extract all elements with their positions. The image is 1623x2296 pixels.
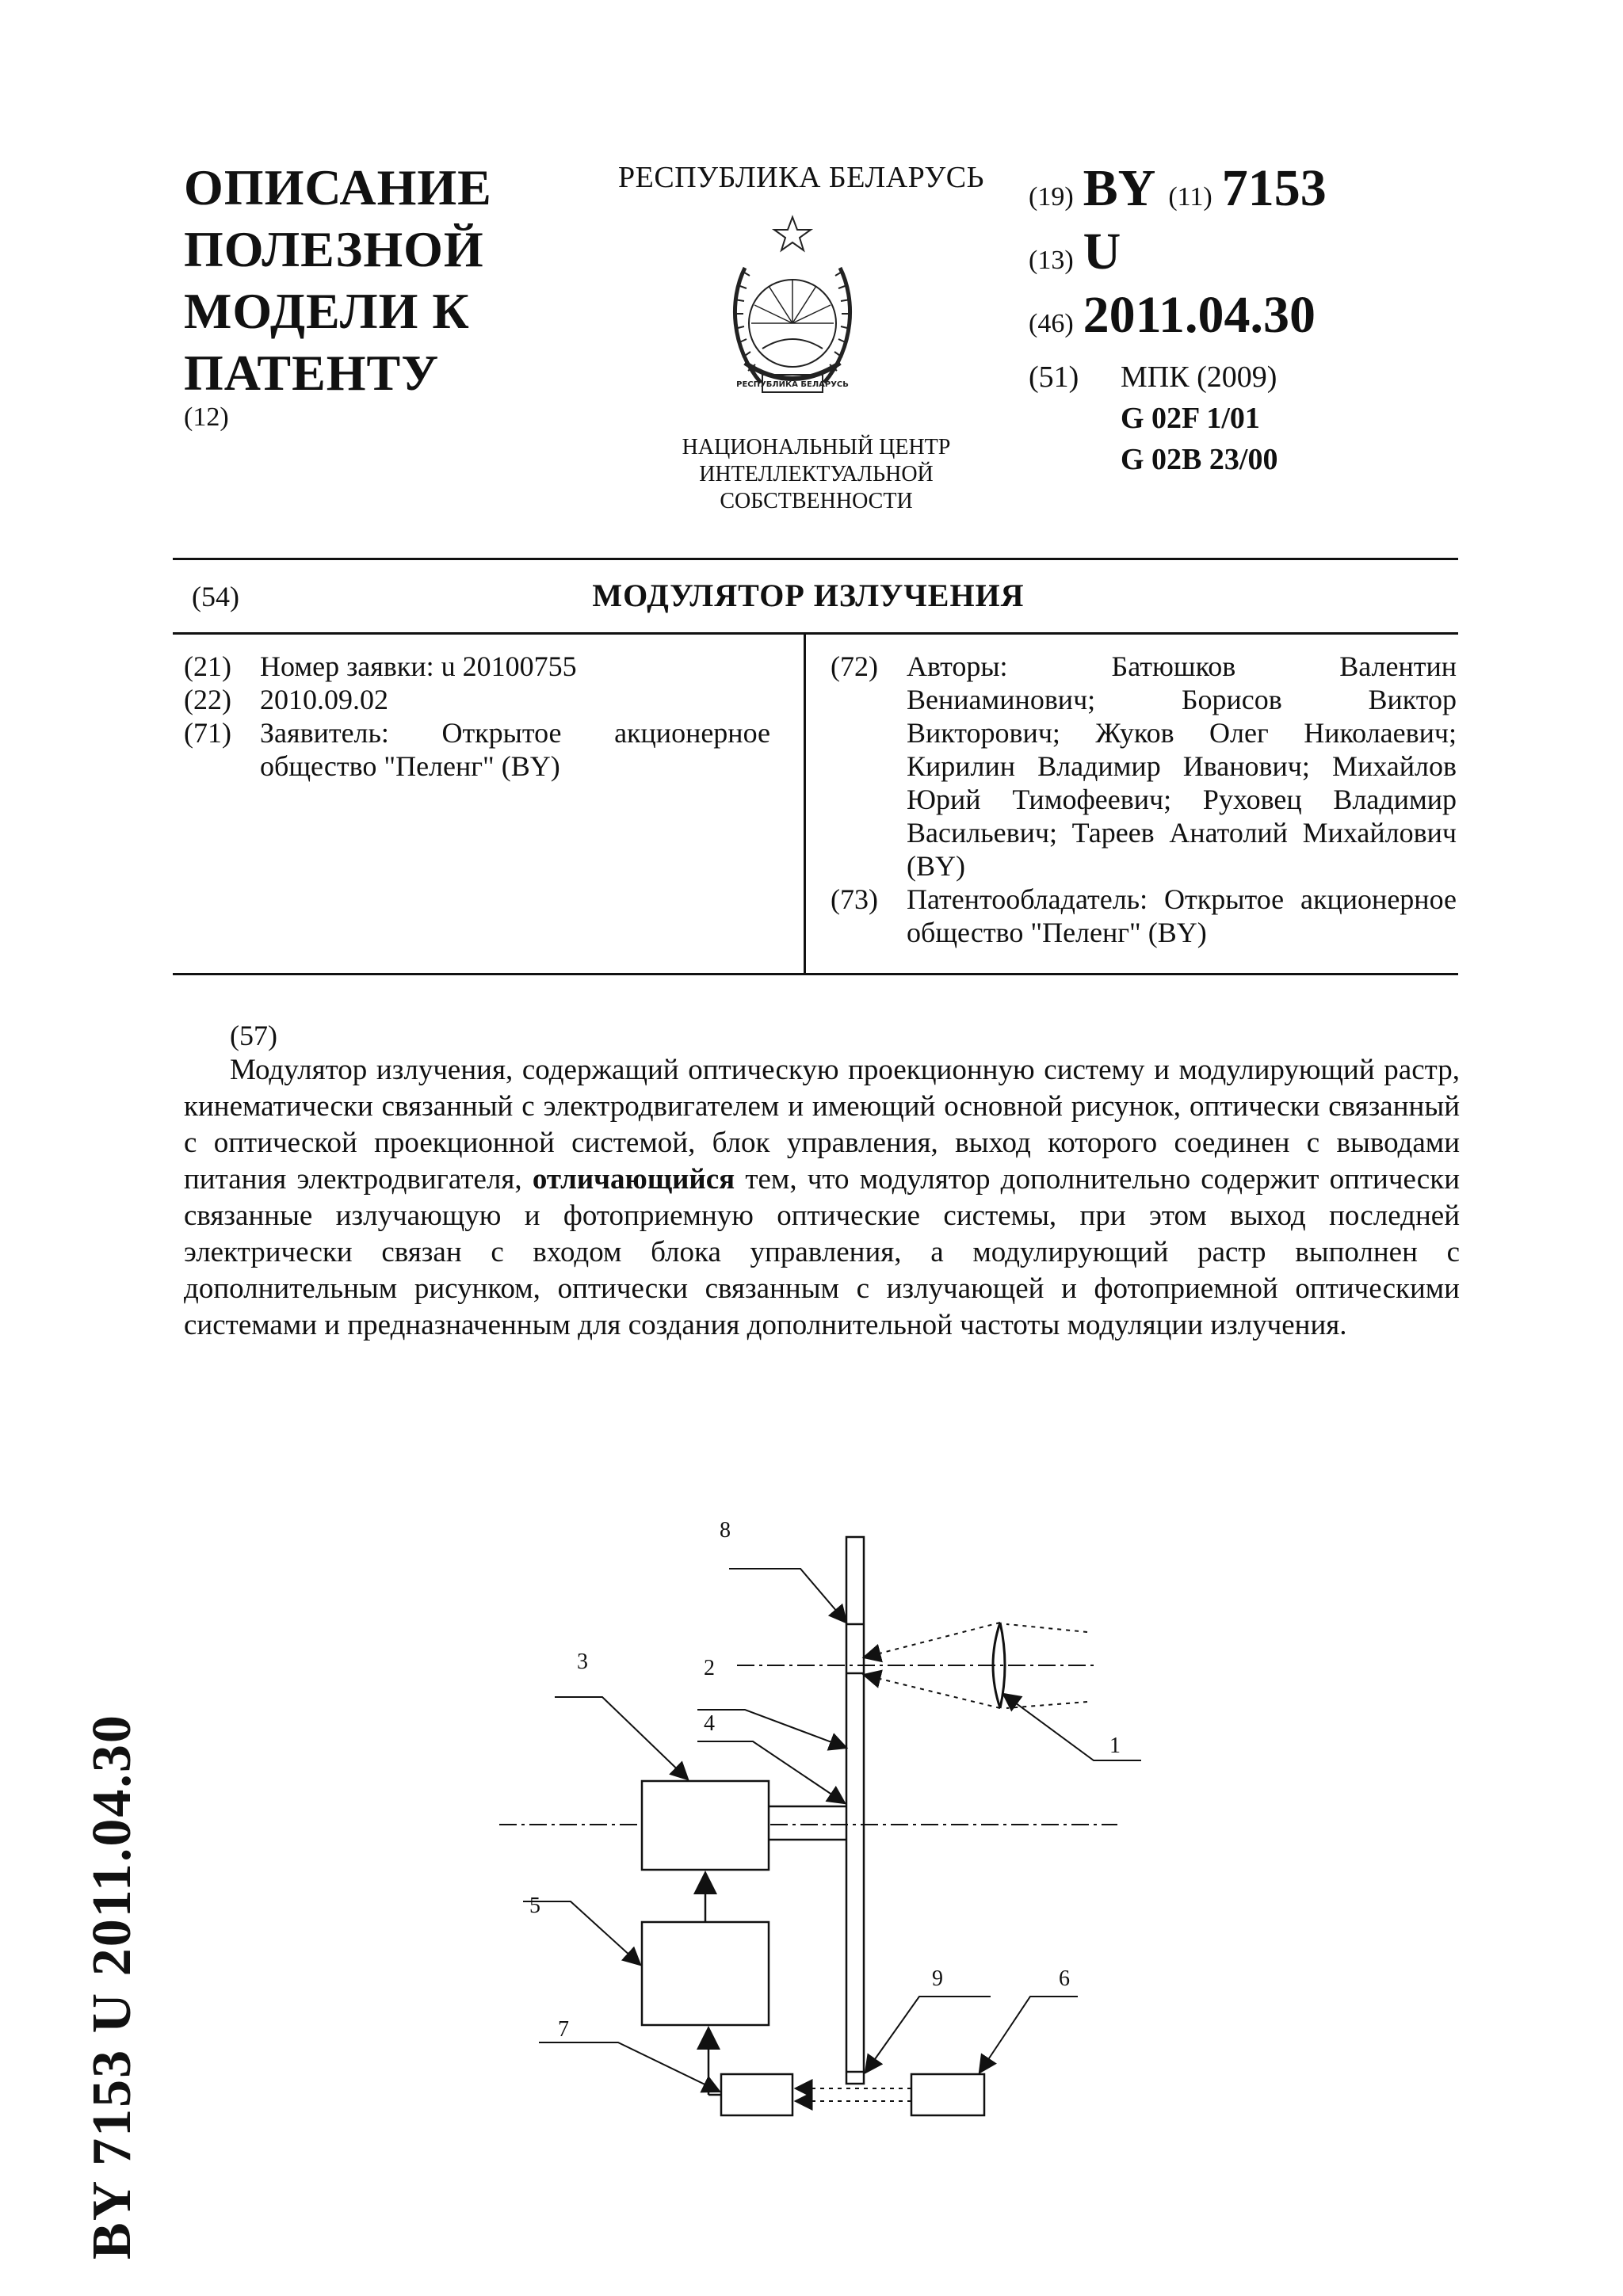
biblio-code: (19) [1029, 182, 1074, 212]
entry-code: (22) [184, 684, 231, 715]
projection-lens [993, 1623, 1000, 1708]
republic-name: РЕСПУБЛИКА БЕЛАРУСЬ [618, 161, 984, 194]
column-divider [804, 634, 806, 974]
divider-top [173, 558, 1458, 560]
figure-label-9: 9 [932, 1966, 943, 1991]
figure-label-5: 5 [529, 1894, 540, 1918]
leader-5 [523, 1901, 640, 1965]
claim-text [184, 1052, 1460, 1344]
leader-9 [865, 1997, 991, 2073]
divider-bottom [173, 973, 1458, 975]
country-code: BY [1083, 159, 1156, 217]
ipc-class: G 02F 1/01 [1121, 402, 1260, 435]
leader-6 [980, 1997, 1078, 2073]
abstract-code: (57) [230, 1020, 277, 1051]
application-data [184, 650, 770, 783]
entry-code: (72) [831, 650, 878, 682]
emblem-text: РЕСПУБЛИКА БЕЛАРУСЬ [736, 380, 849, 389]
ipc-classification [1029, 357, 1361, 480]
figure-label-7: 7 [558, 2017, 569, 2042]
title-line: МОДЕЛИ К [184, 283, 470, 339]
bibliographic-data [1029, 158, 1361, 349]
control-block [642, 1922, 769, 2025]
entry-text: Заявитель: Открытое акционерное общество "Пеленг" (BY) [260, 717, 770, 782]
entry-text: Номер заявки: u 20100755 [260, 650, 577, 682]
figure-label-8: 8 [720, 1518, 731, 1543]
document-type-title [184, 157, 628, 404]
ray [864, 1675, 1000, 1708]
figure-label-3: 3 [577, 1650, 588, 1674]
entry-71 [184, 716, 770, 783]
figure-label-4: 4 [704, 1711, 715, 1736]
motor-block [642, 1781, 769, 1870]
emitter-block [911, 2074, 984, 2115]
document-kind: U [1083, 223, 1121, 280]
figure-label-1: 1 [1109, 1733, 1121, 1758]
entry-21 [184, 650, 770, 683]
center-line: СОБСТВЕННОСТИ [720, 489, 913, 513]
figure-label-2: 2 [704, 1656, 715, 1680]
entry-code: (71) [184, 717, 231, 749]
ipc-label: МПК (2009) [1121, 360, 1277, 394]
leader-3 [555, 1697, 688, 1779]
title-line: ОПИСАНИЕ [184, 159, 492, 215]
photodetector-block [721, 2074, 792, 2115]
claim-part: Модулятор излучения, содержащий оптическую проекционную систему и модулирующий растр, кинематически связанный с электродвигателем и имеющий основной рисунок, оптически связанный с оптической проекционной системой, блок управления, выход которого соединен с выводами питания электродвигателя, [184, 1054, 1460, 1196]
utility-model-title: МОДУЛЯТОР ИЗЛУЧЕНИЯ [592, 578, 1025, 613]
entry-code: (73) [831, 883, 878, 915]
ray [1006, 1624, 1087, 1632]
publication-date: 2011.04.30 [1083, 286, 1316, 344]
entry-text: Патентообладатель: Открытое акционерное общество "Пеленг" (BY) [907, 883, 1457, 948]
ipc-code: (51) [1029, 360, 1079, 394]
schematic-figure [0, 1489, 1623, 2296]
entry-72 [831, 650, 1457, 883]
biblio-row-13 [1029, 222, 1361, 285]
claim-bold-term: отличающийся [532, 1163, 735, 1196]
code-12: (12) [184, 402, 229, 432]
biblio-code: (46) [1029, 309, 1074, 338]
leader-8 [729, 1569, 846, 1623]
center-line: НАЦИОНАЛЬНЫЙ ЦЕНТР [682, 435, 951, 460]
claim-part: тем, что модулятор дополнительно содержит оптически связанные излучающую и фотоприемную оптические системы, при этом выход последней электрически связан с входом блока управления, а модулирующий растр выполнен с дополнительным рисунком, оптически связанным с излучающей и фотоприемной оптическими системами и предназначенным для создания дополнительной частоты модуляции излучения. [184, 1163, 1460, 1341]
biblio-row-19-11 [1029, 158, 1361, 222]
raster-disk [846, 1537, 864, 2084]
entry-text: 2010.09.02 [260, 684, 388, 715]
authors-data [831, 650, 1457, 949]
entry-22 [184, 683, 770, 716]
entry-73 [831, 883, 1457, 949]
entry-text: Авторы: Батюшков Валентин Вениаминович; Борисов Виктор Викторович; Жуков Олег Николаевич; Кирилин Владимир Иванович; Михайлов Юрий Тимофеевич; Руховец Владимир Васильевич; Тареев Анатолий Михайлович (BY) [907, 650, 1457, 882]
figure-label-6: 6 [1059, 1966, 1070, 1991]
leader-7 [539, 2042, 720, 2092]
ipc-class: G 02B 23/00 [1121, 443, 1278, 476]
biblio-code: (11) [1168, 182, 1212, 212]
center-line: ИНТЕЛЛЕКТУАЛЬНОЙ [699, 462, 934, 486]
title-line: ПОЛЕЗНОЙ [184, 221, 484, 277]
side-document-label: BY 7153 U 2011.04.30 [82, 1714, 143, 2260]
biblio-code: (13) [1029, 246, 1074, 275]
state-emblem-icon [713, 212, 872, 418]
title-code: (54) [192, 581, 239, 612]
national-center-name [618, 434, 1014, 515]
patent-number: 7153 [1221, 159, 1327, 217]
title-line: ПАТЕНТУ [184, 345, 440, 401]
biblio-row-46 [1029, 285, 1361, 349]
divider-title [173, 632, 1458, 635]
entry-code: (21) [184, 650, 231, 682]
ray [864, 1623, 1000, 1657]
